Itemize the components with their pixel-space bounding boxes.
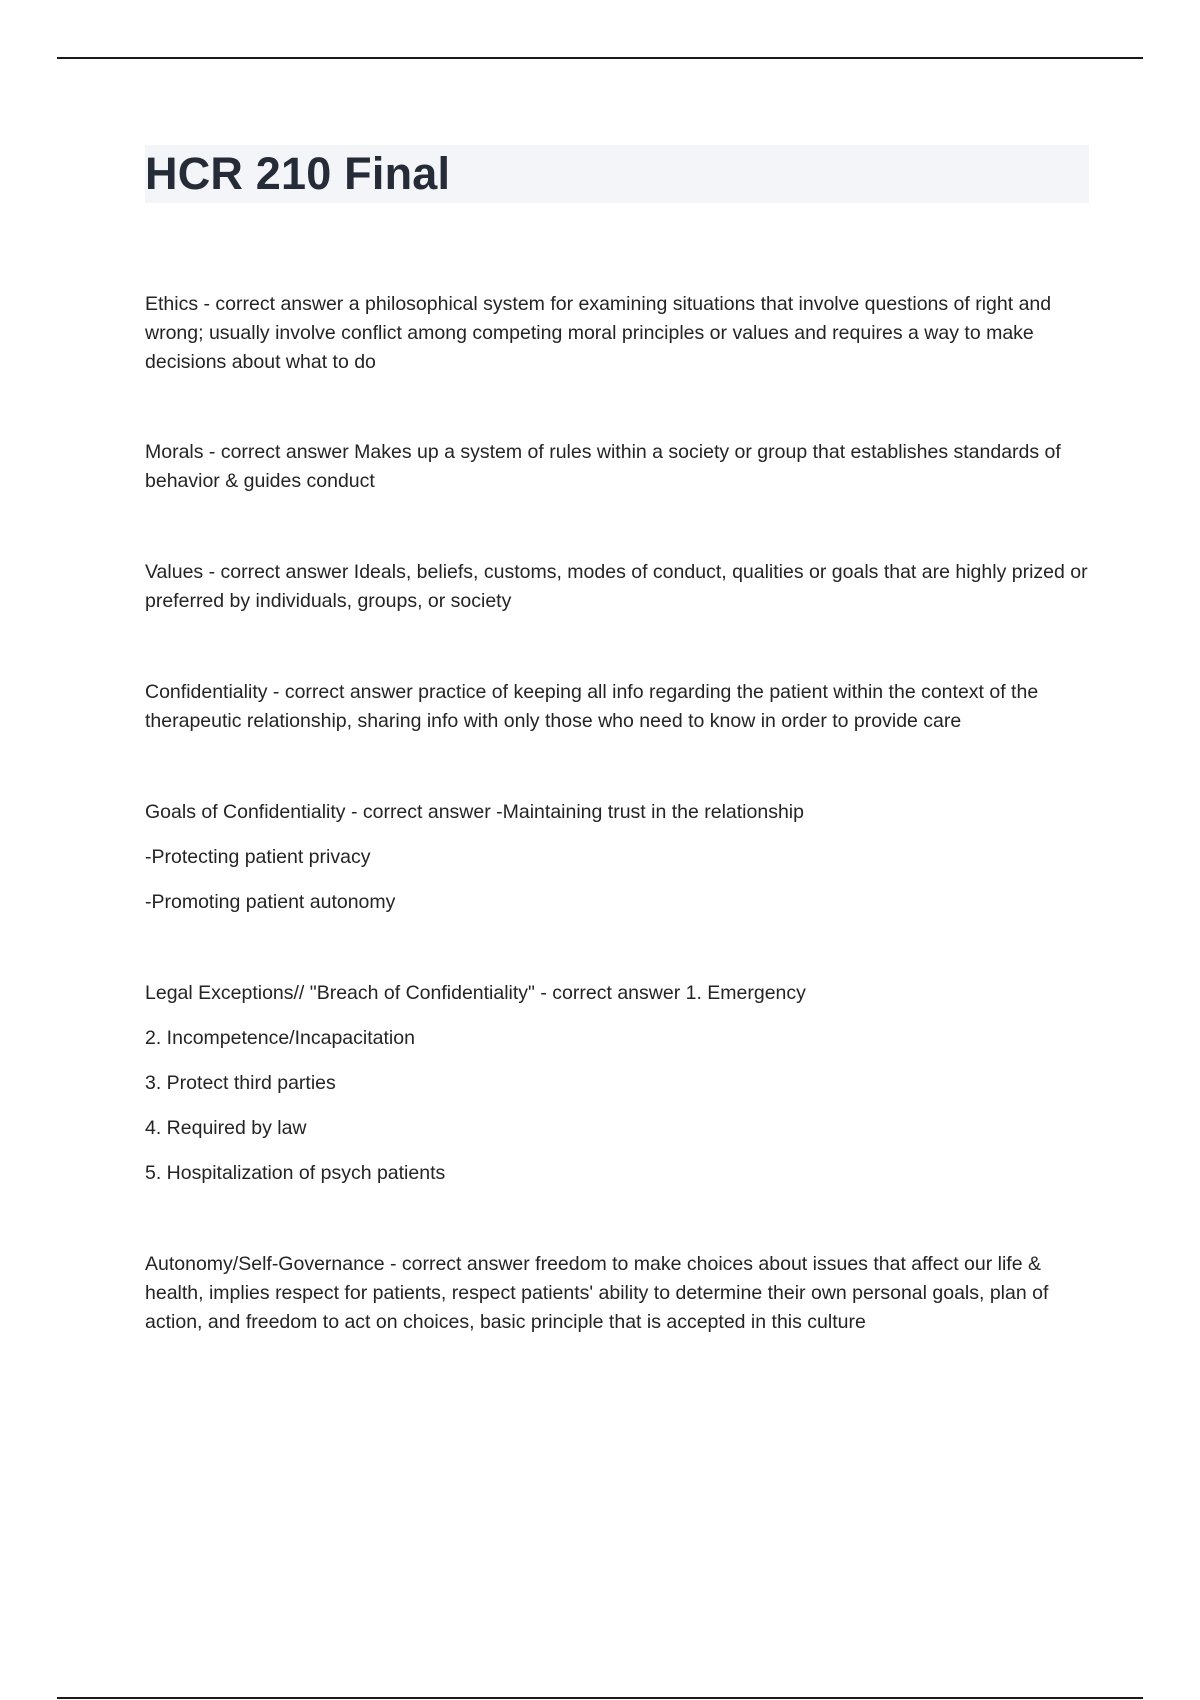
flashcard-values: [145, 558, 1090, 616]
flashcard-text: Morals - correct answer Makes up a system of rules within a society or group that establishes standards of behavior & guides conduct: [145, 441, 1061, 492]
flashcard-legal-exceptions: [145, 979, 1090, 1188]
flashcard-text: Goals of Confidentiality - correct answer -Maintaining trust in the relationship: [145, 801, 804, 823]
flashcard-list-item: 2. Incompetence/Incapacitation: [145, 1027, 415, 1049]
flashcard-list-item: 3. Protect third parties: [145, 1072, 336, 1094]
flashcard-text: Legal Exceptions// "Breach of Confidentiality" - correct answer 1. Emergency: [145, 982, 806, 1004]
header-divider: [57, 57, 1143, 59]
flashcard-text: Ethics - correct answer a philosophical system for examining situations that involve questions of right and wrong; usually involve conflict among competing moral principles or values and requires a way to make decisions about what to do: [145, 293, 1052, 373]
flashcard-list-item: 4. Required by law: [145, 1117, 307, 1139]
footer-divider: [57, 1697, 1143, 1699]
flashcard-autonomy: [145, 1250, 1090, 1337]
flashcard-confidentiality: [145, 678, 1090, 736]
flashcard-text: Autonomy/Self-Governance - correct answer freedom to make choices about issues that affect our life & health, implies respect for patients, respect patients' ability to determine their own personal goals, plan of action, and freedom to act on choices, basic principle that is accepted in this culture: [145, 1253, 1049, 1333]
flashcard-list-item: -Promoting patient autonomy: [145, 891, 396, 913]
title-banner: [145, 145, 1089, 203]
flashcard-text: Values - correct answer Ideals, beliefs, customs, modes of conduct, qualities or goals that are highly prized or preferred by individuals, groups, or society: [145, 561, 1088, 612]
flashcard-list-item: 5. Hospitalization of psych patients: [145, 1162, 446, 1184]
flashcard-list: [145, 290, 1090, 1337]
flashcard-ethics: [145, 290, 1090, 377]
flashcard-goals-of-confidentiality: [145, 798, 1090, 917]
flashcard-morals: [145, 438, 1090, 496]
flashcard-list-item: -Protecting patient privacy: [145, 846, 371, 868]
flashcard-text: Confidentiality - correct answer practice of keeping all info regarding the patient within the context of the therapeutic relationship, sharing info with only those who need to know in order to provide care: [145, 681, 1039, 732]
document-title: HCR 210 Final: [145, 148, 451, 199]
